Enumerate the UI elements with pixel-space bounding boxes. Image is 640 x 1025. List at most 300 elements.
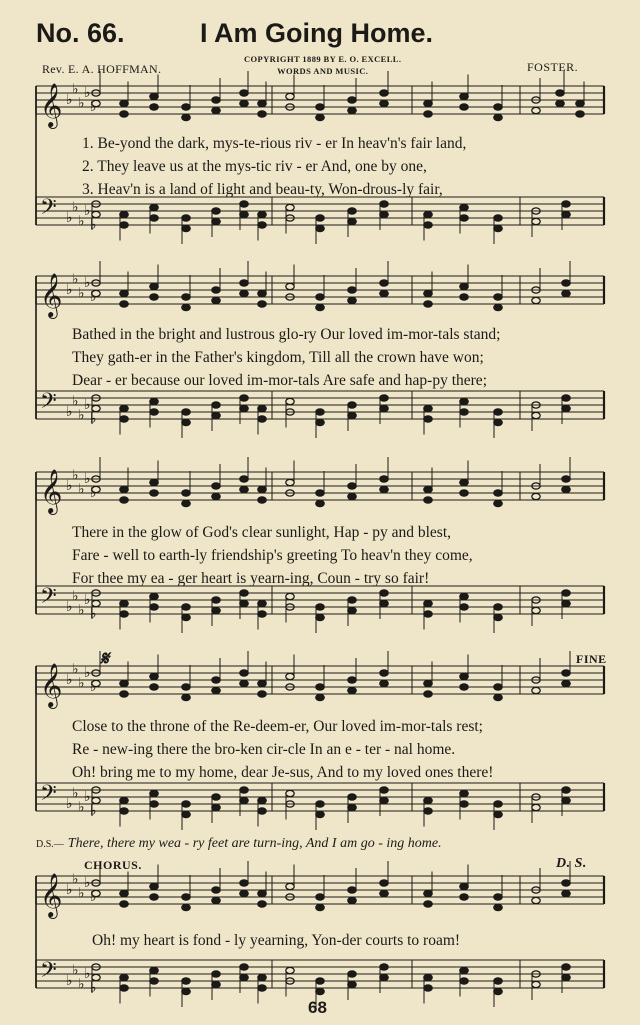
- note-head: [182, 490, 190, 496]
- lyric-line: 1. Be-yond the dark, mys-te-rious riv - er In heav'n's fair land,: [82, 135, 467, 152]
- note-head: [494, 904, 502, 910]
- note-head: [240, 680, 248, 686]
- note-head: [424, 797, 432, 803]
- note-head: [212, 412, 220, 418]
- note-head: [562, 486, 570, 492]
- note-head: [258, 301, 266, 307]
- note-head: [494, 104, 502, 110]
- note-head: [182, 988, 190, 994]
- note-head: [120, 111, 128, 117]
- flat-sign-icon: ♭: [84, 397, 91, 413]
- bass-clef-icon: 𝄢: [40, 195, 57, 225]
- note-head: [286, 398, 294, 404]
- note-head: [212, 208, 220, 214]
- flat-sign-icon: ♭: [78, 407, 85, 424]
- note-head: [182, 304, 190, 310]
- note-head: [562, 201, 570, 207]
- note-head: [562, 797, 570, 803]
- flat-sign-icon: ♭: [90, 980, 97, 996]
- note-head: [348, 981, 356, 987]
- note-head: [556, 90, 564, 96]
- note-head: [562, 964, 570, 970]
- note-head: [316, 614, 324, 620]
- note-head: [576, 100, 584, 106]
- note-head: [150, 790, 158, 796]
- note-head: [424, 111, 432, 117]
- note-head: [494, 978, 502, 984]
- note-head: [212, 804, 220, 810]
- flat-sign-icon: ♭: [72, 199, 79, 216]
- treble-clef-icon: 𝄞: [40, 273, 63, 317]
- note-head: [316, 801, 324, 807]
- note-head: [120, 486, 128, 492]
- note-head: [460, 93, 468, 99]
- note-head: [212, 218, 220, 224]
- note-head: [494, 894, 502, 900]
- flat-sign-icon: ♭: [66, 92, 73, 108]
- note-head: [258, 901, 266, 907]
- note-head: [380, 405, 388, 411]
- lyric-line: Oh! bring me to my home, dear Je-sus, And to my loved ones there!: [72, 764, 494, 781]
- note-head: [460, 604, 468, 610]
- flat-sign-icon: ♭: [78, 602, 85, 619]
- note-head: [240, 100, 248, 106]
- note-head: [150, 801, 158, 807]
- note-head: [316, 604, 324, 610]
- note-head: [240, 201, 248, 207]
- note-head: [182, 500, 190, 506]
- note-head: [380, 680, 388, 686]
- note-head: [532, 107, 540, 113]
- note-head: [258, 680, 266, 686]
- note-head: [182, 801, 190, 807]
- note-head: [460, 684, 468, 690]
- note-head: [562, 280, 570, 286]
- treble-clef-icon: 𝄞: [40, 873, 63, 917]
- note-head: [424, 290, 432, 296]
- note-head: [182, 694, 190, 700]
- note-head: [182, 684, 190, 690]
- note-head: [424, 808, 432, 814]
- note-head: [348, 483, 356, 489]
- note-head: [316, 114, 324, 120]
- note-head: [348, 208, 356, 214]
- note-head: [562, 290, 570, 296]
- note-head: [150, 479, 158, 485]
- note-head: [258, 497, 266, 503]
- note-head: [380, 486, 388, 492]
- note-head: [460, 104, 468, 110]
- bass-clef-icon: 𝄢: [40, 781, 57, 811]
- note-head: [494, 114, 502, 120]
- note-head: [494, 215, 502, 221]
- note-head: [240, 280, 248, 286]
- note-head: [212, 971, 220, 977]
- flat-sign-icon: ♭: [90, 217, 97, 233]
- note-head: [120, 497, 128, 503]
- note-head: [258, 290, 266, 296]
- bass-clef-icon: 𝄢: [40, 958, 57, 988]
- flat-sign-icon: ♭: [78, 675, 85, 692]
- note-head: [120, 416, 128, 422]
- flat-sign-icon: ♭: [90, 679, 97, 695]
- note-head: [316, 419, 324, 425]
- note-head: [348, 887, 356, 893]
- lyric-line: Bathed in the bright and lustrous glo-ry Our loved im-mor-tals stand;: [72, 326, 501, 343]
- note-head: [182, 114, 190, 120]
- note-head: [532, 607, 540, 613]
- note-head: [258, 111, 266, 117]
- note-head: [212, 287, 220, 293]
- note-head: [182, 294, 190, 300]
- flat-sign-icon: ♭: [72, 81, 79, 98]
- note-head: [380, 201, 388, 207]
- hymn-title: I Am Going Home.: [200, 18, 434, 48]
- note-head: [494, 500, 502, 506]
- note-head: [380, 974, 388, 980]
- note-head: [150, 398, 158, 404]
- note-head: [424, 600, 432, 606]
- note-head: [258, 405, 266, 411]
- note-head: [182, 604, 190, 610]
- note-head: [424, 497, 432, 503]
- flat-sign-icon: ♭: [84, 592, 91, 608]
- flat-sign-icon: ♭: [84, 471, 91, 487]
- note-head: [348, 402, 356, 408]
- note-head: [424, 890, 432, 896]
- flat-sign-icon: ♭: [78, 481, 85, 498]
- note-head: [212, 981, 220, 987]
- bass-clef-icon: 𝄢: [40, 389, 57, 419]
- flat-sign-icon: ♭: [66, 478, 73, 494]
- note-head: [120, 974, 128, 980]
- note-head: [182, 419, 190, 425]
- note-head: [494, 225, 502, 231]
- note-head: [150, 283, 158, 289]
- note-head: [120, 901, 128, 907]
- ds-marker: D. S.: [556, 856, 587, 871]
- note-head: [212, 687, 220, 693]
- note-head: [182, 409, 190, 415]
- note-head: [316, 490, 324, 496]
- note-head: [120, 222, 128, 228]
- note-head: [424, 100, 432, 106]
- note-head: [576, 111, 584, 117]
- note-head: [348, 107, 356, 113]
- note-head: [120, 211, 128, 217]
- composer-credit: FOSTER.: [527, 60, 579, 74]
- note-head: [380, 395, 388, 401]
- note-head: [532, 493, 540, 499]
- note-head: [380, 211, 388, 217]
- note-head: [150, 93, 158, 99]
- note-head: [182, 978, 190, 984]
- note-head: [150, 104, 158, 110]
- note-head: [348, 971, 356, 977]
- note-head: [380, 880, 388, 886]
- lyric-line: Re - new-ing there the bro-ken cir-cle In an e - ter - nal home.: [72, 741, 456, 758]
- flat-sign-icon: ♭: [66, 282, 73, 298]
- note-head: [424, 901, 432, 907]
- note-head: [120, 611, 128, 617]
- fine-marker: FINE: [576, 652, 607, 666]
- note-head: [212, 887, 220, 893]
- flat-sign-icon: ♭: [84, 203, 91, 219]
- note-head: [258, 691, 266, 697]
- note-head: [240, 290, 248, 296]
- note-head: [150, 215, 158, 221]
- note-head: [532, 897, 540, 903]
- note-head: [460, 490, 468, 496]
- flat-sign-icon: ♭: [66, 210, 73, 226]
- note-head: [460, 593, 468, 599]
- note-head: [460, 215, 468, 221]
- note-head: [494, 409, 502, 415]
- note-head: [494, 988, 502, 994]
- note-head: [348, 218, 356, 224]
- note-head: [348, 97, 356, 103]
- note-head: [150, 894, 158, 900]
- note-head: [212, 897, 220, 903]
- note-head: [212, 607, 220, 613]
- note-head: [316, 409, 324, 415]
- flat-sign-icon: ♭: [72, 588, 79, 605]
- flat-sign-icon: ♭: [84, 875, 91, 891]
- note-head: [182, 225, 190, 231]
- note-head: [316, 978, 324, 984]
- flat-sign-icon: ♭: [66, 672, 73, 688]
- note-head: [240, 486, 248, 492]
- note-head: [460, 398, 468, 404]
- note-head: [460, 204, 468, 210]
- note-head: [460, 801, 468, 807]
- note-head: [562, 476, 570, 482]
- note-head: [562, 590, 570, 596]
- note-head: [424, 974, 432, 980]
- note-head: [460, 283, 468, 289]
- note-head: [460, 790, 468, 796]
- flat-sign-icon: ♭: [78, 799, 85, 816]
- note-head: [316, 684, 324, 690]
- note-head: [212, 483, 220, 489]
- note-head: [286, 967, 294, 973]
- flat-sign-icon: ♭: [84, 665, 91, 681]
- note-head: [562, 890, 570, 896]
- note-head: [494, 811, 502, 817]
- note-head: [212, 107, 220, 113]
- lyric-line: They gath-er in the Father's kingdom, Till all the crown have won;: [72, 349, 484, 366]
- note-head: [120, 100, 128, 106]
- note-head: [348, 297, 356, 303]
- note-head: [182, 104, 190, 110]
- note-head: [240, 974, 248, 980]
- note-head: [240, 476, 248, 482]
- note-head: [240, 90, 248, 96]
- flat-sign-icon: ♭: [90, 485, 97, 501]
- note-head: [316, 500, 324, 506]
- note-head: [494, 304, 502, 310]
- note-head: [120, 405, 128, 411]
- note-head: [150, 604, 158, 610]
- flat-sign-icon: ♭: [84, 275, 91, 291]
- flat-sign-icon: ♭: [78, 885, 85, 902]
- note-head: [316, 215, 324, 221]
- note-head: [286, 204, 294, 210]
- note-head: [562, 670, 570, 676]
- note-head: [494, 801, 502, 807]
- flat-sign-icon: ♭: [66, 599, 73, 615]
- note-head: [316, 225, 324, 231]
- note-head: [380, 90, 388, 96]
- note-head: [240, 670, 248, 676]
- note-head: [182, 215, 190, 221]
- flat-sign-icon: ♭: [72, 661, 79, 678]
- note-head: [258, 808, 266, 814]
- flat-sign-icon: ♭: [78, 285, 85, 302]
- note-head: [380, 590, 388, 596]
- note-head: [424, 301, 432, 307]
- note-head: [348, 607, 356, 613]
- note-head: [286, 593, 294, 599]
- lyric-line: For thee my ea - ger heart is yearn-ing, Coun - try so fair!: [72, 570, 430, 587]
- note-head: [380, 600, 388, 606]
- note-head: [212, 97, 220, 103]
- note-head: [120, 301, 128, 307]
- note-head: [150, 883, 158, 889]
- note-head: [556, 100, 564, 106]
- note-head: [532, 981, 540, 987]
- note-head: [120, 680, 128, 686]
- note-head: [494, 604, 502, 610]
- flat-sign-icon: ♭: [90, 411, 97, 427]
- note-head: [532, 412, 540, 418]
- lyric-line: 2. They leave us at the mys-tic riv - er And, one by one,: [82, 158, 427, 175]
- note-head: [348, 804, 356, 810]
- note-head: [380, 290, 388, 296]
- note-head: [258, 974, 266, 980]
- note-head: [460, 967, 468, 973]
- flat-sign-icon: ♭: [84, 966, 91, 982]
- note-head: [348, 687, 356, 693]
- note-head: [532, 687, 540, 693]
- note-head: [424, 691, 432, 697]
- flat-sign-icon: ♭: [66, 973, 73, 989]
- note-head: [150, 294, 158, 300]
- note-head: [286, 790, 294, 796]
- chorus-marker: CHORUS.: [84, 858, 142, 872]
- note-head: [460, 479, 468, 485]
- flat-sign-icon: ♭: [90, 606, 97, 622]
- note-head: [258, 600, 266, 606]
- note-head: [240, 880, 248, 886]
- note-head: [460, 673, 468, 679]
- chorus-lyric: Oh! my heart is fond - ly yearning, Yon-der courts to roam!: [92, 932, 461, 949]
- note-head: [150, 409, 158, 415]
- note-head: [562, 395, 570, 401]
- note-head: [240, 395, 248, 401]
- note-head: [182, 904, 190, 910]
- note-head: [562, 600, 570, 606]
- note-head: [380, 964, 388, 970]
- note-head: [460, 409, 468, 415]
- note-head: [258, 797, 266, 803]
- note-head: [494, 294, 502, 300]
- note-head: [348, 287, 356, 293]
- note-head: [212, 297, 220, 303]
- note-head: [316, 811, 324, 817]
- note-head: [316, 894, 324, 900]
- treble-clef-icon: 𝄞: [40, 663, 63, 707]
- flat-sign-icon: ♭: [72, 271, 79, 288]
- note-head: [316, 904, 324, 910]
- note-head: [240, 797, 248, 803]
- note-head: [424, 486, 432, 492]
- note-head: [424, 222, 432, 228]
- note-head: [532, 218, 540, 224]
- note-head: [182, 811, 190, 817]
- flat-sign-icon: ♭: [84, 789, 91, 805]
- note-head: [348, 493, 356, 499]
- note-head: [562, 787, 570, 793]
- flat-sign-icon: ♭: [66, 404, 73, 420]
- note-head: [240, 405, 248, 411]
- note-head: [460, 978, 468, 984]
- note-head: [240, 211, 248, 217]
- lyric-line: There in the glow of God's clear sunlight, Hap - py and blest,: [72, 524, 452, 541]
- note-head: [212, 677, 220, 683]
- note-head: [562, 405, 570, 411]
- note-head: [460, 894, 468, 900]
- hymn-number: No. 66.: [36, 18, 125, 48]
- note-head: [380, 100, 388, 106]
- note-head: [150, 967, 158, 973]
- note-head: [316, 294, 324, 300]
- lyric-line: Close to the throne of the Re-deem-er, Our loved im-mor-tals rest;: [72, 718, 483, 735]
- note-head: [212, 597, 220, 603]
- note-head: [380, 890, 388, 896]
- note-head: [240, 590, 248, 596]
- note-head: [532, 297, 540, 303]
- note-head: [150, 593, 158, 599]
- note-head: [424, 211, 432, 217]
- note-head: [258, 890, 266, 896]
- flat-sign-icon: ♭: [78, 976, 85, 993]
- note-head: [348, 597, 356, 603]
- note-head: [562, 211, 570, 217]
- flat-sign-icon: ♭: [90, 289, 97, 305]
- note-head: [258, 416, 266, 422]
- note-head: [316, 104, 324, 110]
- segno-sign: 𝄋: [100, 648, 109, 670]
- note-head: [286, 283, 294, 289]
- author-credit: Rev. E. A. HOFFMAN.: [42, 62, 162, 76]
- bass-clef-icon: 𝄢: [40, 584, 57, 614]
- note-head: [258, 611, 266, 617]
- note-head: [494, 419, 502, 425]
- ds-lyric-line: D.S.— There, there my wea - ry feet are turn-ing, And I am go - ing home.: [36, 836, 442, 851]
- flat-sign-icon: ♭: [78, 95, 85, 112]
- note-head: [286, 883, 294, 889]
- note-head: [348, 897, 356, 903]
- flat-sign-icon: ♭: [66, 796, 73, 812]
- note-head: [494, 490, 502, 496]
- note-head: [258, 211, 266, 217]
- note-head: [212, 493, 220, 499]
- note-head: [258, 985, 266, 991]
- note-head: [316, 694, 324, 700]
- note-head: [286, 673, 294, 679]
- treble-clef-icon: 𝄞: [40, 469, 63, 513]
